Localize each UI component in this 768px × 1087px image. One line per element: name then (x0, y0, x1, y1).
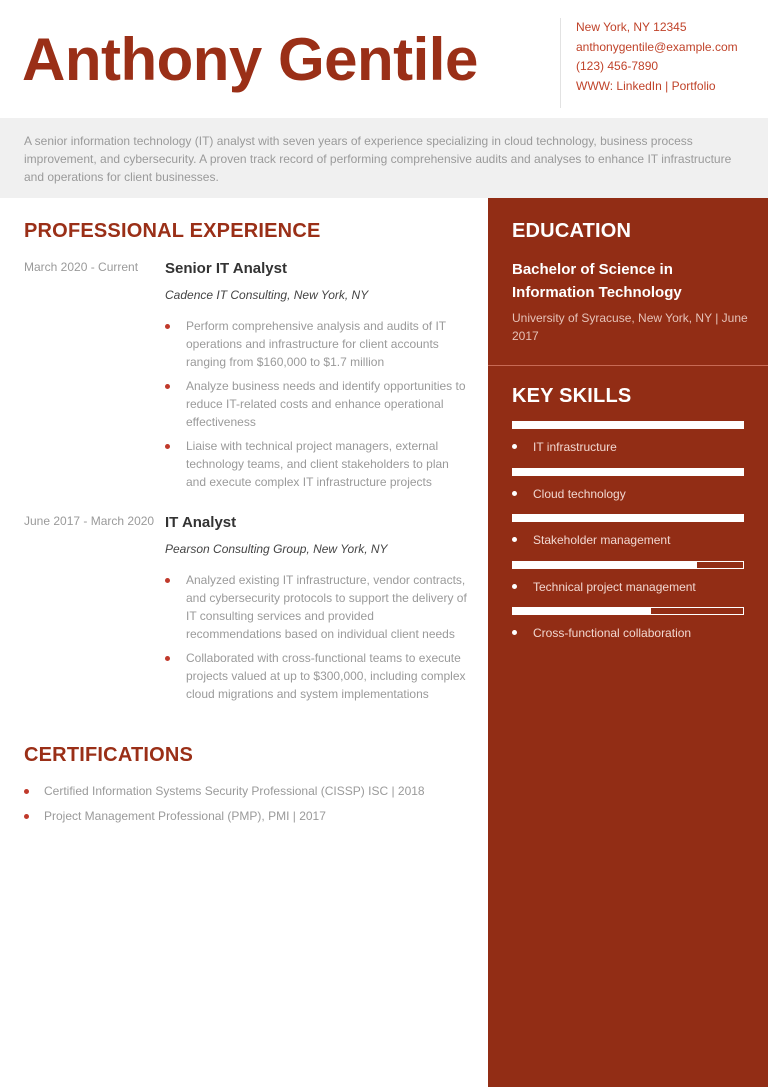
bullet-dot-icon (165, 444, 170, 449)
skill-level-fill (513, 515, 743, 521)
sidebar-divider (488, 365, 768, 366)
bullet-text: Analyzed existing IT infrastructure, vendor contracts, and cybersecurity protocols to support the delivery of IT consulting services and provided recommendations based on individual client needs (186, 573, 467, 641)
bullet-dot-icon (512, 630, 517, 635)
certification-item (24, 782, 464, 800)
certification-item (24, 807, 464, 825)
certifications-heading: CERTIFICATIONS (24, 744, 194, 766)
job-dates: June 2017 - March 2020 (24, 514, 155, 528)
summary-section (0, 118, 768, 198)
degree-title: Bachelor of Science in Information Technology (512, 261, 682, 301)
candidate-name: Anthony Gentile (22, 26, 478, 93)
bullet-dot-icon (512, 537, 517, 542)
certification-text: Certified Information Systems Security Professional (CISSP) ISC | 2018 (44, 784, 425, 798)
resume-header (0, 0, 768, 118)
contact-links[interactable]: WWW: LinkedIn | Portfolio (576, 78, 716, 93)
job-bullets (165, 317, 470, 497)
summary-text: A senior information technology (IT) analyst with seven years of experience specializing in cloud technology, business process improvement, and cybersecurity. A proven track record of performing comprehensive audits and analyses to enhance IT infrastructure and operations for client businesses. (24, 134, 732, 184)
skill-label (512, 625, 691, 641)
skill-text: Stakeholder management (533, 533, 671, 547)
bullet-text: Analyze business needs and identify opportunities to reduce IT-related costs and enhance operational effectiveness (186, 379, 466, 429)
skill-item (512, 607, 744, 654)
certifications-list (24, 782, 464, 832)
bullet-dot-icon (24, 789, 29, 794)
job-dates: March 2020 - Current (24, 260, 139, 274)
bullet-dot-icon (512, 444, 517, 449)
skill-level-bar (512, 607, 744, 615)
bullet-dot-icon (512, 491, 517, 496)
bullet-dot-icon (165, 384, 170, 389)
contact-block (560, 18, 768, 108)
experience-heading: PROFESSIONAL EXPERIENCE (24, 220, 321, 242)
job-bullet (165, 317, 470, 371)
bullet-dot-icon (165, 656, 170, 661)
skill-label (512, 486, 626, 502)
bullet-text: Perform comprehensive analysis and audits of IT operations and infrastructure for client accounts ranging from $160,000 to $1.7 million (186, 319, 446, 369)
skill-item (512, 514, 744, 561)
skill-text: IT infrastructure (533, 440, 617, 454)
skill-label (512, 579, 696, 595)
school-info: University of Syracuse, New York, NY | June 2017 (512, 311, 748, 343)
bullet-text: Liaise with technical project managers, external technology teams, and client stakeholders to plan and execute complex IT infrastructure projects (186, 439, 449, 489)
skill-level-fill (513, 469, 743, 475)
job-title: IT Analyst (165, 514, 237, 531)
bullet-dot-icon (165, 578, 170, 583)
bullet-dot-icon (512, 584, 517, 589)
skill-level-bar (512, 514, 744, 522)
skill-level-bar (512, 421, 744, 429)
job-bullet (165, 437, 470, 491)
skill-item (512, 468, 744, 515)
skill-item (512, 561, 744, 608)
job-bullet (165, 649, 470, 703)
skills-list (512, 421, 744, 654)
bullet-text: Collaborated with cross-functional teams to execute projects valued at up to $300,000, including complex cloud migrations and system implementations (186, 651, 466, 701)
skill-level-bar (512, 468, 744, 476)
education-heading: EDUCATION (512, 220, 632, 242)
contact-email[interactable]: anthonygentile@example.com (576, 39, 738, 54)
job-title: Senior IT Analyst (165, 260, 287, 277)
skill-text: Technical project management (533, 579, 696, 594)
skill-level-fill (513, 608, 651, 614)
job-bullet (165, 377, 470, 431)
certification-text: Project Management Professional (PMP), PMI | 2017 (44, 809, 326, 823)
skill-label (512, 532, 670, 548)
skill-level-bar (512, 561, 744, 569)
job-bullet (165, 571, 470, 643)
skill-label (512, 439, 617, 455)
job-bullets (165, 571, 470, 709)
skill-text: Cross-functional collaboration (533, 626, 692, 640)
skills-heading: KEY SKILLS (512, 385, 632, 407)
skill-item (512, 421, 744, 468)
job-company: Pearson Consulting Group, New York, NY (165, 542, 388, 556)
job-company: Cadence IT Consulting, New York, NY (165, 288, 369, 302)
bullet-dot-icon (24, 814, 29, 819)
bullet-dot-icon (165, 324, 170, 329)
skill-level-fill (513, 422, 743, 428)
skill-text: Cloud technology (533, 486, 626, 501)
contact-location: New York, NY 12345 (576, 20, 687, 34)
skill-level-fill (513, 562, 697, 568)
contact-phone: (123) 456-7890 (576, 59, 659, 73)
